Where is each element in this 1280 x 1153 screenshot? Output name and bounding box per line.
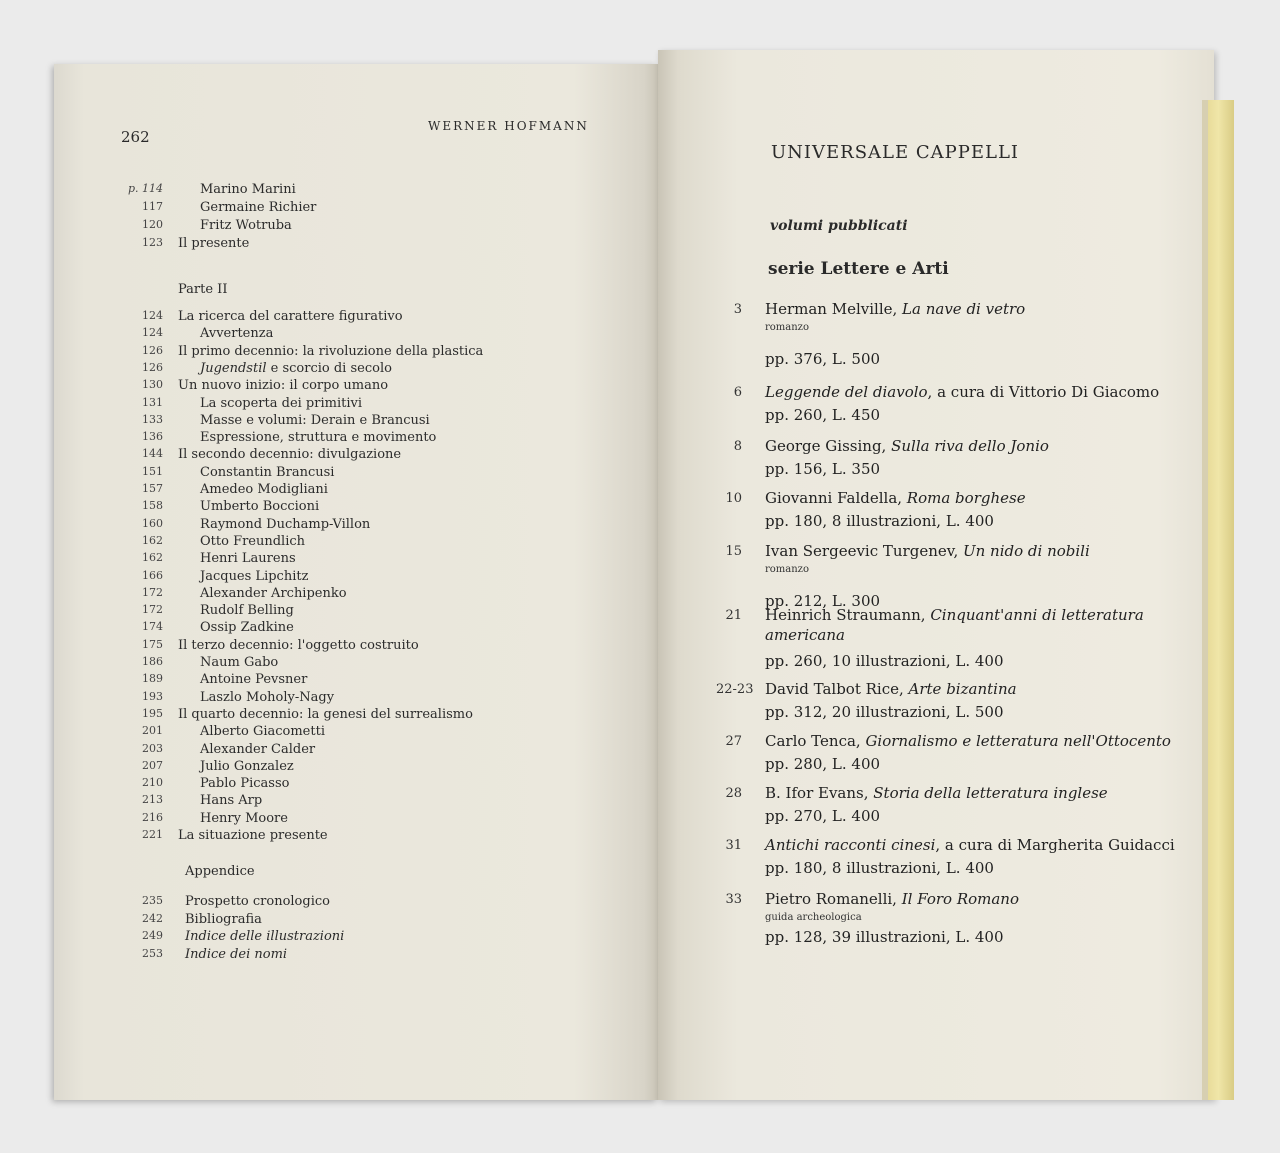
volume-pages-price: pp. 270, L. 400	[765, 807, 881, 825]
toc-page-number: 193	[142, 689, 163, 703]
volume-pages-price: pp. 260, L. 450	[765, 406, 881, 424]
volume-title	[765, 489, 1026, 507]
toc-title: Otto Freundlich	[200, 533, 306, 549]
volume-number: 10	[725, 491, 742, 506]
toc-page-number: 160	[142, 516, 163, 530]
volume-work-continued: americana	[765, 626, 845, 644]
volume-number: 6	[733, 385, 742, 400]
toc-page-number: 144	[142, 447, 163, 461]
volume-number: 21	[725, 608, 742, 623]
volume-author: Giovanni Faldella,	[765, 489, 907, 507]
toc-page-number: 126	[142, 343, 163, 357]
toc-page-number: 172	[142, 585, 163, 599]
volume-number: 15	[725, 544, 742, 559]
toc-title: Pablo Picasso	[200, 776, 290, 792]
volume-number: 3	[733, 302, 742, 317]
volume-pages-price: pp. 128, 39 illustrazioni, L. 400	[765, 928, 1004, 946]
toc-page-number: 166	[142, 568, 163, 582]
volume-title	[765, 680, 1017, 698]
volume-author: Pietro Romanelli,	[765, 890, 902, 908]
toc-title: Il presente	[178, 236, 250, 251]
volume-pages-price: pp. 212, L. 300	[765, 592, 881, 610]
volume-work: Leggende del diavolo	[765, 383, 928, 401]
toc-title: Germaine Richier	[200, 200, 317, 215]
running-head: WERNER HOFMANN	[428, 119, 589, 133]
volume-pages-price: pp. 180, 8 illustrazioni, L. 400	[765, 512, 994, 530]
toc-title: Il primo decennio: la rivoluzione della plastica	[178, 343, 484, 359]
volume-genre-note: romanzo	[765, 564, 809, 575]
toc-title: Laszlo Moholy-Nagy	[200, 689, 335, 705]
toc-page-number: 253	[142, 946, 163, 960]
volume-work: Antichi racconti cinesi	[765, 836, 936, 854]
volume-pages-price: pp. 260, 10 illustrazioni, L. 400	[765, 652, 1004, 670]
volume-number: 31	[725, 838, 742, 853]
toc-title: Fritz Wotruba	[200, 218, 292, 233]
toc-page-number: 117	[142, 200, 163, 213]
toc-title: Alberto Giacometti	[200, 724, 325, 740]
toc-page-number: 133	[142, 412, 163, 426]
toc-title: Raymond Duchamp-Villon	[200, 516, 371, 532]
toc-title: Constantin Brancusi	[200, 464, 335, 480]
toc-page-number: 189	[142, 672, 163, 686]
volume-title	[765, 542, 1090, 560]
volume-pages-price: pp. 376, L. 500	[765, 350, 881, 368]
part-label: Parte II	[178, 282, 228, 297]
toc-title: Indice delle illustrazioni	[185, 929, 345, 944]
toc-title: Alexander Calder	[200, 741, 316, 757]
volume-work: Sulla riva dello Jonio	[891, 437, 1049, 455]
toc-page-number: 120	[142, 218, 163, 231]
volume-work: Giornalismo e letteratura nell'Ottocento	[865, 732, 1171, 750]
toc-title: Un nuovo inizio: il corpo umano	[178, 378, 389, 394]
volume-title	[765, 300, 1025, 318]
volume-work: Roma borghese	[906, 489, 1026, 507]
toc-title: Il quarto decennio: la genesi del surrealismo	[178, 706, 473, 722]
toc-page-number: 242	[142, 911, 163, 925]
volume-author: B. Ifor Evans,	[765, 784, 874, 802]
toc-title: Antoine Pevsner	[200, 672, 308, 688]
toc-page-number: 130	[142, 378, 163, 392]
toc-title: Rudolf Belling	[200, 603, 294, 619]
toc-title-rest: e scorcio di secolo	[266, 360, 392, 376]
toc-page-number: 195	[142, 706, 163, 720]
volume-genre-note: guida archeologica	[765, 912, 862, 923]
toc-page-number: 162	[142, 533, 163, 547]
toc-title: Prospetto cronologico	[185, 894, 330, 909]
toc-title: Jacques Lipchitz	[200, 568, 309, 584]
volume-pages-price: pp. 156, L. 350	[765, 460, 881, 478]
toc-page-number: 126	[142, 360, 163, 374]
toc-page-number: 123	[142, 236, 163, 249]
page-number: 262	[121, 128, 150, 146]
volume-title	[765, 732, 1171, 750]
yellow-cover-edge	[1208, 100, 1234, 1100]
volume-author: Carlo Tenca,	[765, 732, 866, 750]
volume-title	[765, 383, 1159, 401]
volume-work: Storia della letteratura inglese	[873, 784, 1108, 802]
toc-title: La situazione presente	[178, 828, 328, 843]
toc-page-number: 158	[142, 499, 163, 513]
volume-title	[765, 836, 1175, 854]
series-label: serie Lettere e Arti	[768, 259, 949, 279]
volume-work: Il Foro Romano	[901, 890, 1019, 908]
toc-page-number: 186	[142, 655, 163, 668]
toc-page-number: 124	[142, 326, 163, 340]
volume-title	[765, 437, 1049, 455]
toc-page-number: 131	[142, 395, 163, 409]
toc-title: Umberto Boccioni	[200, 499, 320, 515]
toc-page-number: 213	[142, 793, 163, 807]
volume-number: 8	[733, 439, 742, 454]
toc-title	[200, 361, 392, 376]
toc-title: Indice dei nomi	[185, 946, 288, 962]
volume-pages-price: pp. 312, 20 illustrazioni, L. 500	[765, 703, 1004, 721]
volume-author: Ivan Sergeevic Turgenev,	[765, 542, 963, 560]
toc-page-number: 201	[142, 724, 163, 738]
volume-genre-note: romanzo	[765, 322, 809, 333]
toc-title: Marino Marini	[200, 182, 296, 197]
volume-work: Arte bizantina	[908, 680, 1017, 698]
volume-work: Un nido di nobili	[962, 542, 1090, 560]
toc-title: Masse e volumi: Derain e Brancusi	[200, 412, 430, 428]
toc-page-number: 172	[142, 603, 163, 617]
toc-title-italic: Jugendstil	[200, 360, 267, 376]
volume-title	[765, 890, 1019, 908]
volume-work: Cinquant'anni di letteratura	[930, 606, 1144, 624]
toc-page-number: 210	[142, 776, 163, 790]
toc-page-number: 124	[142, 309, 163, 322]
toc-title: La ricerca del carattere figurativo	[178, 309, 403, 324]
toc-title: Il terzo decennio: l'oggetto costruito	[178, 637, 419, 653]
toc-title: Henry Moore	[200, 810, 288, 826]
toc-title: Espressione, struttura e movimento	[200, 430, 437, 446]
series-title: UNIVERSALE CAPPELLI	[771, 142, 1020, 163]
toc-page-number: 174	[142, 620, 163, 634]
volume-number: 33	[725, 892, 742, 907]
toc-page-number: 235	[142, 894, 163, 907]
volume-number: 22-23	[716, 682, 754, 697]
toc-page-number: 207	[142, 758, 163, 772]
toc-page-number: 157	[142, 482, 163, 495]
toc-page-number: 203	[142, 741, 163, 755]
volume-title	[765, 606, 1144, 624]
volume-number: 28	[725, 786, 742, 801]
toc-title: Il secondo decennio: divulgazione	[178, 447, 402, 463]
toc-title: Avvertenza	[200, 326, 274, 342]
volume-author: George Gissing,	[765, 437, 892, 455]
volume-editor: , a cura di Margherita Guidacci	[935, 836, 1175, 854]
volume-author: Heinrich Straumann,	[765, 606, 931, 624]
volume-pages-price: pp. 280, L. 400	[765, 755, 881, 773]
toc-title: La scoperta dei primitivi	[200, 395, 362, 411]
toc-title: Naum Gabo	[200, 655, 279, 670]
toc-page-number: p. 114	[127, 182, 163, 195]
toc-page-number: 175	[142, 637, 163, 651]
toc-title: Ossip Zadkine	[200, 620, 294, 636]
volume-title	[765, 784, 1108, 802]
toc-page-number: 162	[142, 551, 163, 565]
toc-title: Alexander Archipenko	[200, 585, 347, 601]
toc-title: Henri Laurens	[200, 551, 296, 567]
volume-editor: , a cura di Vittorio Di Giacomo	[927, 383, 1160, 401]
volume-pages-price: pp. 180, 8 illustrazioni, L. 400	[765, 859, 994, 877]
volume-author: Herman Melville,	[765, 300, 903, 318]
appendix-label: Appendice	[185, 864, 255, 879]
volumes-label: volumi pubblicati	[770, 218, 908, 234]
toc-page-number: 151	[142, 464, 163, 478]
volume-author: David Talbot Rice,	[765, 680, 909, 698]
toc-page-number: 136	[142, 430, 163, 444]
toc-page-number: 249	[142, 929, 163, 942]
toc-title: Amedeo Modigliani	[200, 482, 328, 497]
toc-page-number: 216	[142, 810, 163, 824]
volume-number: 27	[725, 734, 742, 749]
toc-title: Bibliografia	[185, 911, 262, 927]
toc-page-number: 221	[142, 828, 163, 841]
volume-work: La nave di vetro	[902, 300, 1026, 318]
toc-title: Julio Gonzalez	[200, 758, 294, 774]
toc-title: Hans Arp	[200, 793, 263, 809]
